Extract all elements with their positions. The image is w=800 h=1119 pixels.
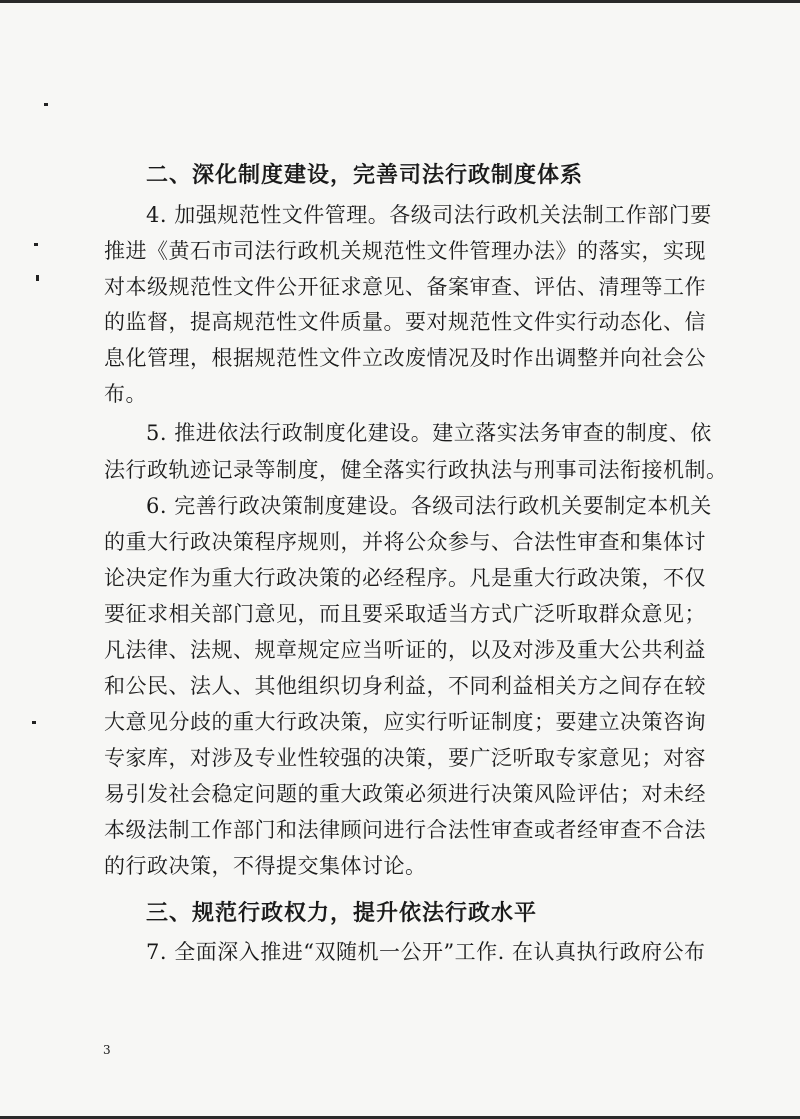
paragraph-line: 7. 全面深入推进“双随机一公开”工作. 在认真执行政府公布 <box>146 940 706 964</box>
paragraph-line: 要征求相关部门意见，而且要采取适当方式广泛听取群众意见； <box>104 602 706 626</box>
paragraph-line: 的重大行政决策程序规则，并将公众参与、合法性审查和集体讨 <box>104 530 706 554</box>
scan-speck <box>34 243 38 246</box>
paragraph-line: 对本级规范性文件公开征求意见、备案审查、评估、清理等工作 <box>104 275 706 299</box>
paragraph-line: 法行政轨迹记录等制度，健全落实行政执法与刑事司法衔接机制。 <box>104 458 728 482</box>
paragraph-line: 本级法制工作部门和法律顾问进行合法性审查或者经审查不合法 <box>104 818 706 842</box>
paragraph-line: 布。 <box>104 382 147 406</box>
paragraph-line: 大意见分歧的重大行政决策，应实行听证制度；要建立决策咨询 <box>104 710 706 734</box>
paragraph-line: 的监督，提高规范性文件质量。要对规范性文件实行动态化、信 <box>104 310 706 334</box>
section-heading: 三、规范行政权力，提升依法行政水平 <box>146 901 538 926</box>
scan-speck <box>36 275 39 281</box>
paragraph-line: 6. 完善行政决策制度建设。各级司法行政机关要制定本机关 <box>146 494 712 518</box>
paragraph-line: 和公民、法人、其他组织切身利益，不同利益相关方之间存在较 <box>104 674 706 698</box>
page-number: 3 <box>103 1043 111 1057</box>
scan-speck <box>32 721 36 724</box>
paragraph-line: 推进《黄石市司法行政机关规范性文件管理办法》的落实，实现 <box>104 239 706 263</box>
paragraph-line: 的行政决策，不得提交集体讨论。 <box>104 854 427 878</box>
paragraph-line: 5. 推进依法行政制度化建设。建立落实法务审查的制度、依 <box>146 421 712 445</box>
paragraph-line: 4. 加强规范性文件管理。各级司法行政机关法制工作部门要 <box>146 203 712 227</box>
section-heading: 二、深化制度建设，完善司法行政制度体系 <box>146 163 584 188</box>
paragraph-line: 专家库，对涉及专业性较强的决策，要广泛听取专家意见；对容 <box>104 746 706 770</box>
paragraph-line: 易引发社会稳定问题的重大政策必须进行决策风险评估；对未经 <box>104 782 706 806</box>
paragraph-line: 息化管理，根据规范性文件立改废情况及时作出调整并向社会公 <box>104 346 706 370</box>
scan-speck <box>44 103 48 106</box>
paragraph-line: 凡法律、法规、规章规定应当听证的，以及对涉及重大公共利益 <box>104 638 706 662</box>
paragraph-line: 论决定作为重大行政决策的必经程序。凡是重大行政决策，不仅 <box>104 566 706 590</box>
